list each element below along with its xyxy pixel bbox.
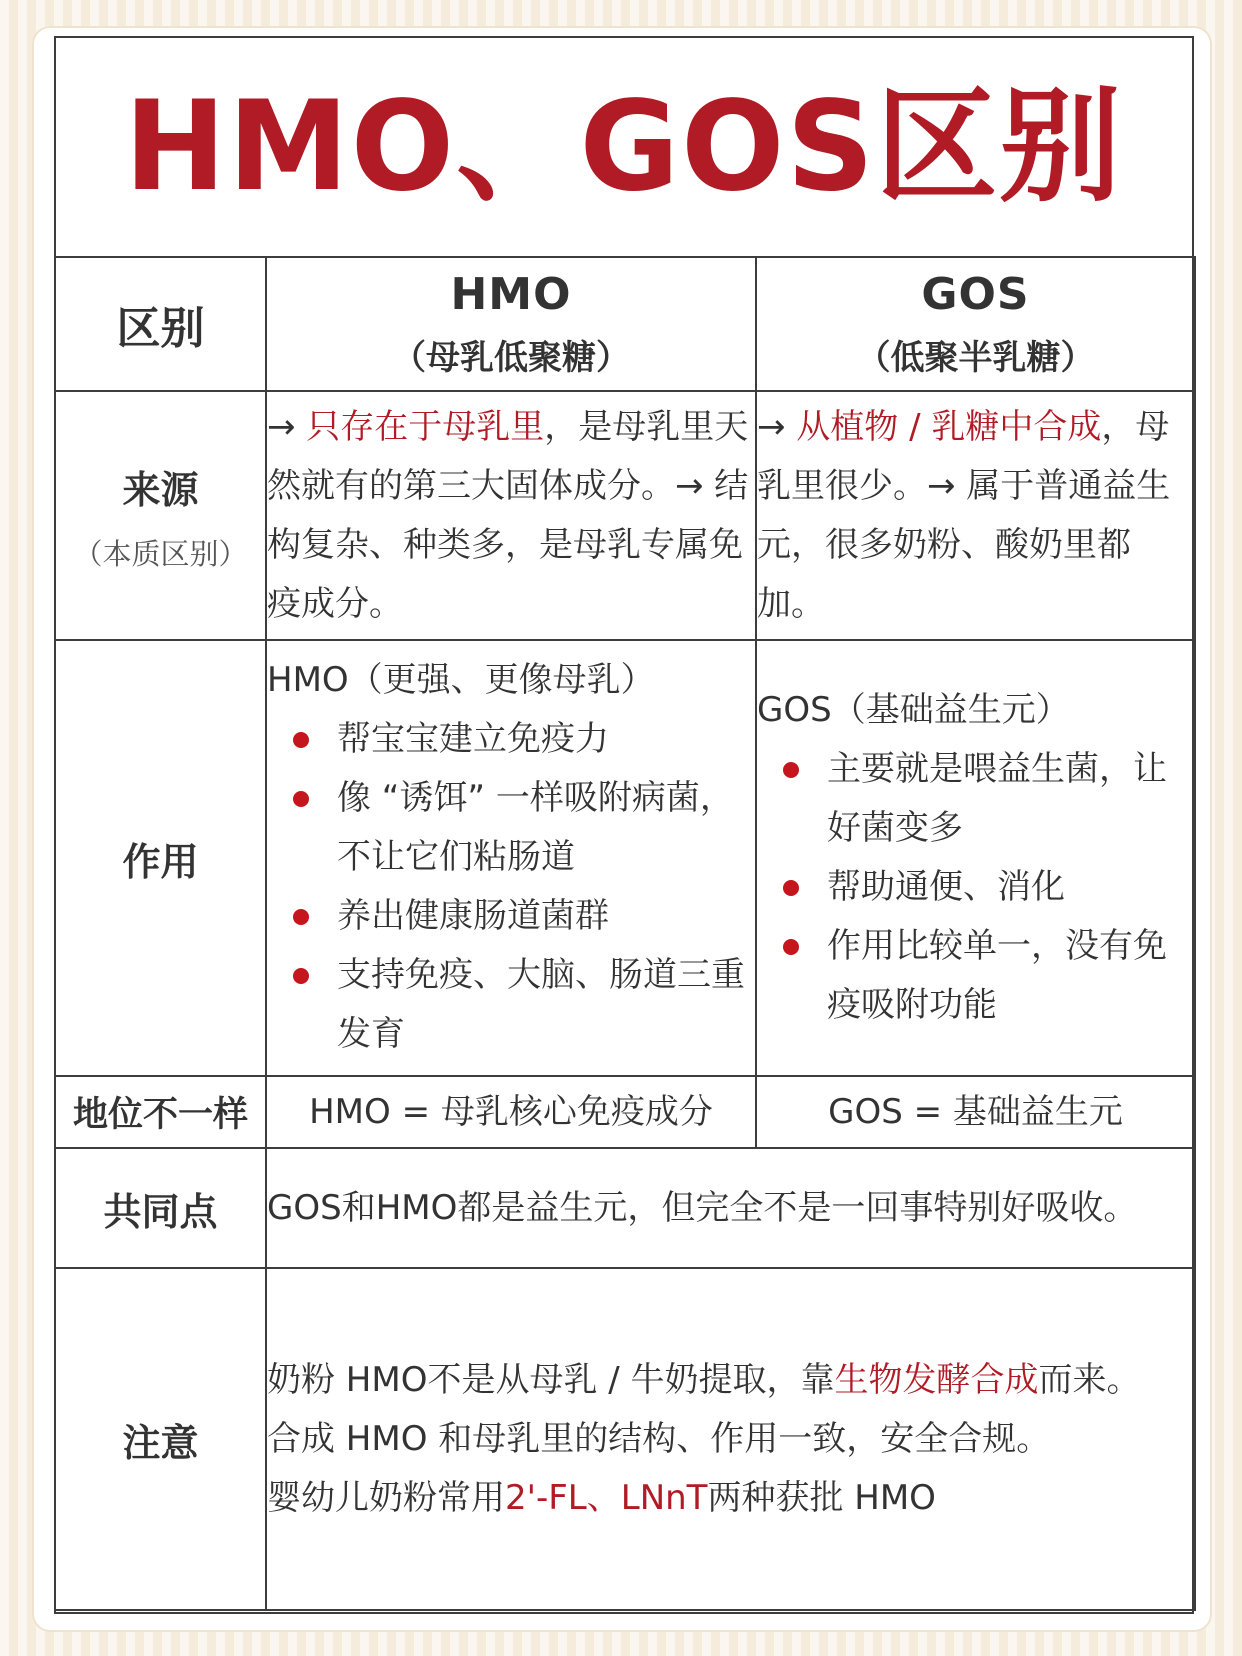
source-row xyxy=(55,391,1195,640)
note-line-1-text: 奶粉 HMO不是从母乳 / 牛奶提取，靠 xyxy=(267,1359,835,1400)
comparison-table xyxy=(54,256,1196,1611)
source-hmo-arrow: → xyxy=(267,406,307,447)
function-label: 作用 xyxy=(122,839,199,884)
note-label-cell xyxy=(55,1268,266,1610)
function-gos-item-text: 作用比较单一，没有免疫吸附功能 xyxy=(827,926,1167,1025)
function-hmo-title: HMO（更强、更像母乳） xyxy=(267,660,655,700)
bullet-dot-icon xyxy=(293,732,309,748)
function-hmo-cell xyxy=(266,640,756,1076)
function-label-cell xyxy=(55,640,266,1076)
source-gos-arrow: → xyxy=(757,406,797,447)
function-hmo-item-text: 帮宝宝建立免疫力 xyxy=(337,719,609,759)
source-hmo-text: ，是母乳里天然就有的第三大固体成分。→ 结构复杂、种类多，是母乳专属免疫成分。 xyxy=(267,406,749,624)
function-gos-title: GOS（基础益生元） xyxy=(757,690,1070,730)
note-line-3 xyxy=(267,1469,1194,1528)
source-sublabel: （本质区别） xyxy=(73,536,248,571)
function-row xyxy=(55,640,1195,1076)
status-gos-text: GOS = 基础益生元 xyxy=(828,1091,1123,1132)
hmo-header-cell xyxy=(266,257,756,391)
gos-header-alias: （低聚半乳糖） xyxy=(856,338,1095,378)
note-line-2: 合成 HMO 和母乳里的结构、作用一致，安全合规。 xyxy=(267,1418,1051,1459)
function-hmo-item-text: 养出健康肠道菌群 xyxy=(337,896,609,936)
bullet-dot-icon xyxy=(293,968,309,984)
header-label-cell xyxy=(55,257,266,391)
common-text: GOS和HMO都是益生元，但完全不是一回事特别好吸收。 xyxy=(267,1187,1138,1228)
common-label-cell xyxy=(55,1148,266,1268)
common-text-cell xyxy=(266,1148,1195,1268)
status-label-cell xyxy=(55,1076,266,1148)
status-row xyxy=(55,1076,1195,1148)
header-label: 区别 xyxy=(116,303,205,354)
status-hmo-text: HMO = 母乳核心免疫成分 xyxy=(309,1091,713,1132)
function-hmo-item xyxy=(267,946,755,1064)
function-gos-list xyxy=(757,740,1194,1035)
common-row xyxy=(55,1148,1195,1268)
source-gos-highlight: 从植物 / 乳糖中合成 xyxy=(796,406,1102,447)
note-line-1-tail: 而来。 xyxy=(1038,1359,1141,1400)
source-gos-cell xyxy=(756,391,1195,640)
note-label: 注意 xyxy=(122,1420,199,1465)
bullet-dot-icon xyxy=(293,791,309,807)
gos-header-cell xyxy=(756,257,1195,391)
function-gos-item xyxy=(757,917,1194,1035)
source-hmo-highlight: 只存在于母乳里 xyxy=(306,406,545,447)
note-line-3-text: 婴幼儿奶粉常用 xyxy=(267,1477,505,1518)
table-header-row xyxy=(55,257,1195,391)
function-gos-item-text: 主要就是喂益生菌，让好菌变多 xyxy=(827,749,1167,848)
hmo-header-name: HMO xyxy=(450,269,572,320)
note-text-cell xyxy=(266,1268,1195,1610)
function-gos-item-text: 帮助通便、消化 xyxy=(827,867,1065,907)
function-hmo-list xyxy=(267,710,755,1064)
function-hmo-item xyxy=(267,710,755,769)
note-line-1-highlight: 生物发酵合成 xyxy=(834,1359,1039,1400)
source-label-cell xyxy=(55,391,266,640)
function-hmo-item-text: 支持免疫、大脑、肠道三重发育 xyxy=(337,955,745,1054)
bullet-dot-icon xyxy=(293,909,309,925)
note-row xyxy=(55,1268,1195,1610)
function-hmo-item xyxy=(267,769,755,887)
title-area xyxy=(56,38,1192,256)
status-gos-cell xyxy=(756,1076,1195,1148)
common-label: 共同点 xyxy=(103,1189,218,1234)
function-gos-item xyxy=(757,740,1194,858)
hmo-header-alias: （母乳低聚糖） xyxy=(392,338,630,378)
note-line-1 xyxy=(267,1351,1194,1410)
source-gos-text: ，母乳里很少。→ 属于普通益生元，很多奶粉、酸奶里都加。 xyxy=(757,406,1171,624)
status-label: 地位不一样 xyxy=(72,1095,248,1135)
gos-header-name: GOS xyxy=(921,269,1030,320)
function-gos-cell xyxy=(756,640,1195,1076)
page-title: HMO、GOS区别 xyxy=(124,75,1124,219)
function-gos-item xyxy=(757,858,1194,917)
source-hmo-cell xyxy=(266,391,756,640)
note-line-3-highlight: 2'-FL、LNnT xyxy=(505,1477,708,1518)
status-hmo-cell xyxy=(266,1076,756,1148)
function-hmo-item xyxy=(267,887,755,946)
bullet-dot-icon xyxy=(783,939,799,955)
bullet-dot-icon xyxy=(783,880,799,896)
bullet-dot-icon xyxy=(783,762,799,778)
function-hmo-item-text: 像 “诱饵” 一样吸附病菌，不让它们粘肠道 xyxy=(337,778,734,877)
source-label: 来源 xyxy=(122,467,199,512)
note-line-3-tail: 两种获批 HMO xyxy=(707,1477,936,1518)
